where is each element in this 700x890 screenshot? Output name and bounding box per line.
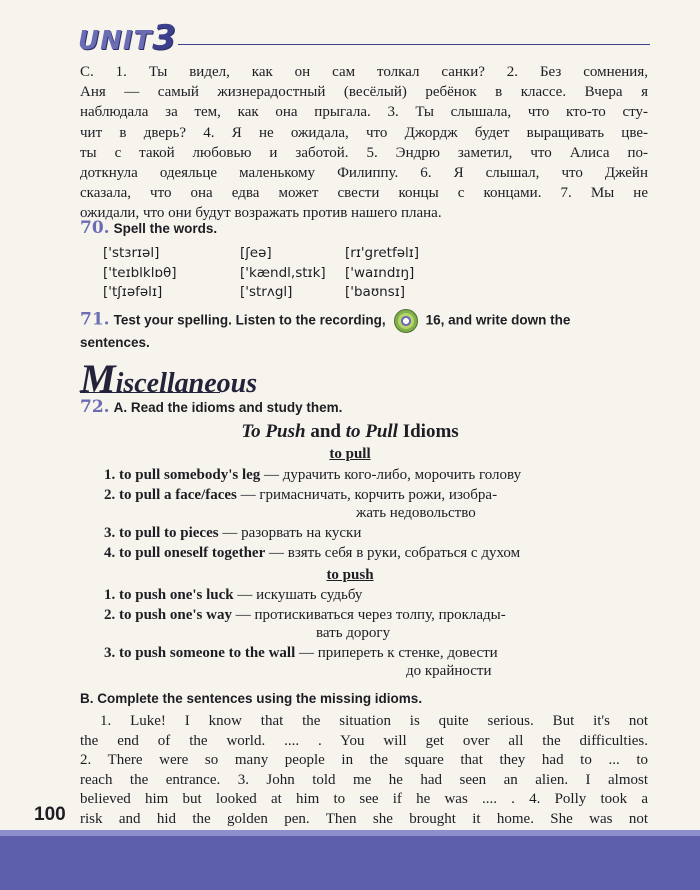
exercise-instruction: Spell the words.	[113, 221, 218, 236]
section-c-line: наблюдала за тем, как она прыгала. 3. Ты слышала, что кто-то сту-	[80, 104, 648, 121]
part-b-text	[80, 712, 648, 830]
ipa-word: ['teɪblklɒθ]	[103, 264, 177, 281]
exercise-70-heading	[80, 218, 650, 238]
idiom-meaning: — дурачить кого-либо, морочить голову	[264, 467, 522, 483]
idiom-number: 2.	[104, 607, 116, 623]
idioms-title	[0, 421, 700, 443]
title-part: and	[310, 421, 341, 442]
idiom-item	[104, 486, 497, 506]
idiom-phrase: to push one's way	[119, 607, 232, 623]
exercise-number: 70.	[80, 218, 110, 238]
ipa-column-3	[345, 244, 419, 303]
footer-band	[0, 830, 700, 890]
footer-band-shade	[0, 830, 700, 836]
exercise-instruction-cont: sentences.	[80, 335, 150, 350]
section-c-line: доткнула одеяльце маленькому Филиппу. 6. Я слышал, что Джейн	[80, 165, 648, 182]
section-c-text	[80, 62, 648, 224]
section-c-line: C. 1. Ты видел, как он сам толкал санки? 2. Без сомнения,	[80, 64, 648, 80]
header-rule	[178, 44, 650, 45]
ipa-word: ['stɜrɪəl]	[103, 245, 160, 261]
ipa-word: ['baʊnsɪ]	[345, 284, 406, 300]
idiom-meaning-cont: до крайности	[406, 663, 492, 679]
section-c-line: чит в дверь? 4. Я не ожидала, что Джордж будет выращивать цве-	[80, 124, 648, 141]
page-number: 100	[34, 804, 66, 825]
unit-word: UNIT	[78, 26, 153, 56]
idiom-phrase: to pull somebody's leg	[119, 467, 261, 483]
part-b-line: believed him but looked at him to see if he was .... . 4. Polly took a	[80, 791, 648, 808]
pull-subheading: to pull	[329, 446, 371, 462]
section-c-line: сказала, что она едва может свести концы с концами. 7. Мы не	[80, 185, 648, 202]
part-b-line: reach the entrance. 3. John told me he had seen an alien. I almost	[80, 771, 648, 788]
ipa-word: ['waɪndɪŋ]	[345, 264, 415, 281]
title-part: To Push	[241, 421, 306, 442]
exercise-number: 72.	[80, 397, 110, 417]
idiom-meaning-cont: вать дорогу	[316, 625, 391, 641]
ipa-word: [ʃeə]	[240, 245, 272, 261]
misc-rule	[80, 392, 220, 393]
push-subheading: to push	[326, 567, 374, 583]
exercise-instruction: A. Read the idioms and study them.	[113, 400, 343, 415]
part-b-line: risk and hid the golden pen. Then she brought it home. She was not	[80, 810, 648, 827]
misc-rest: iscellaneous	[115, 368, 258, 399]
exercise-instruction: Test your spelling. Listen to the recording,	[113, 312, 386, 328]
ipa-word: [rɪ'gretfəlɪ]	[345, 245, 420, 261]
idiom-item	[104, 524, 361, 544]
idiom-meaning: — припереть к стенке, довести	[299, 645, 498, 661]
idiom-item	[104, 544, 520, 564]
section-c-line: ты с такой любовью и заботой. 5. Эндрю заметил, что Алиса по-	[80, 144, 648, 161]
section-c-line: ожидали, что они будут возражать против нашего плана.	[80, 205, 442, 222]
ipa-word: ['strʌgl]	[240, 284, 293, 300]
idiom-number: 1.	[104, 587, 116, 603]
idiom-number: 1.	[104, 467, 116, 483]
idiom-number: 3.	[104, 525, 116, 541]
idiom-meaning: — гримасничать, корчить рожи, изобра-	[240, 487, 498, 503]
part-b-heading	[80, 690, 650, 708]
idiom-meaning-cont: жать недовольство	[356, 505, 476, 521]
cd-icon	[394, 309, 418, 333]
title-part: to Pull	[345, 421, 398, 442]
idiom-phrase: to pull oneself together	[119, 545, 266, 561]
idiom-number: 3.	[104, 645, 116, 661]
idiom-number: 2.	[104, 487, 116, 503]
part-b-instruction: B. Complete the sentences using the missing idioms.	[80, 691, 423, 706]
unit-logo	[78, 18, 177, 58]
idiom-phrase: to pull a face/faces	[119, 487, 237, 503]
exercise-number: 71.	[80, 309, 110, 330]
miscellaneous-heading	[80, 355, 257, 402]
exercise-71-heading	[80, 309, 650, 352]
idiom-item	[104, 644, 498, 664]
part-b-line: 1. Luke! I know that the situation is quite serious. But it's not	[100, 713, 648, 729]
idiom-phrase: to push one's luck	[119, 587, 234, 603]
exercise-track: 16, and write down the	[425, 312, 571, 328]
idiom-phrase: to push someone to the wall	[119, 645, 296, 661]
ipa-word: ['tʃɪəfəlɪ]	[103, 284, 163, 300]
idiom-meaning: — разорвать на куски	[222, 525, 362, 541]
idiom-phrase: to pull to pieces	[119, 525, 219, 541]
idiom-meaning: — протискиваться через толпу, проклады-	[235, 607, 506, 623]
idiom-number: 4.	[104, 545, 116, 561]
idiom-item	[104, 466, 521, 486]
part-b-line: the end of the world. .... . You will get over all the difficulties.	[80, 732, 648, 749]
part-b-line: 2. There were so many people in the square that they had to ... to	[80, 752, 648, 769]
ipa-word: ['kændl,stɪk]	[240, 264, 326, 281]
section-c-line: Аня — самый жизнерадостный (весёлый) ребёнок в классе. Вчера я	[80, 84, 648, 101]
ipa-column-2	[240, 244, 326, 303]
title-part: Idioms	[402, 421, 459, 442]
idiom-meaning: — искушать судьбу	[237, 587, 363, 603]
unit-number: 3	[152, 18, 177, 58]
idiom-meaning: — взять себя в руки, собраться с духом	[268, 545, 521, 561]
misc-initial: M	[80, 356, 116, 401]
exercise-72-heading	[80, 397, 650, 417]
idiom-item	[104, 586, 362, 606]
idiom-item	[104, 606, 506, 626]
ipa-column-1	[103, 244, 177, 303]
